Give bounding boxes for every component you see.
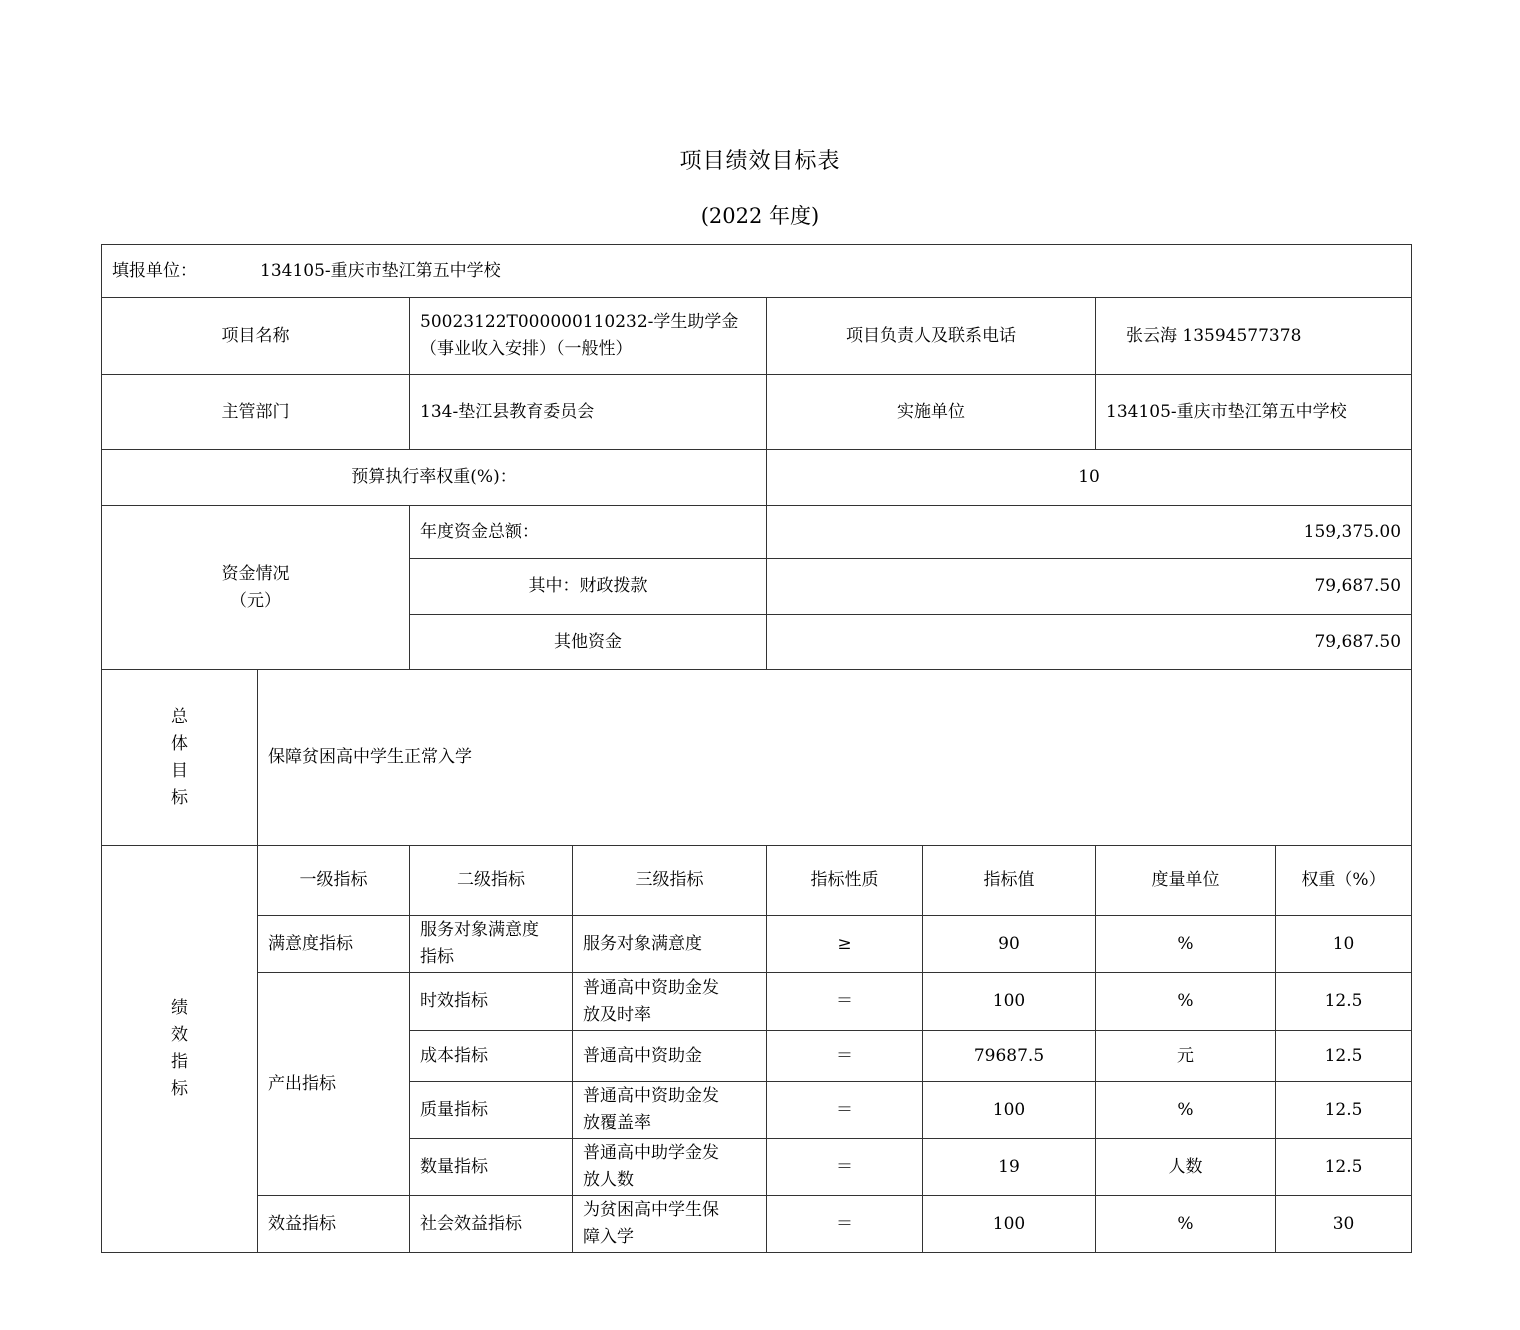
funds-label	[102, 506, 410, 670]
goal-row	[102, 670, 1412, 846]
funds-fiscal-label: 其中：财政拨款	[410, 559, 767, 615]
perf-label-char: 绩	[171, 998, 188, 1018]
level1-cell: 效益指标	[258, 1196, 410, 1253]
level3-cell	[573, 1196, 767, 1253]
unit-cell: %	[1096, 973, 1276, 1031]
unit-label: 填报单位：	[112, 260, 197, 281]
weight-cell: 10	[1276, 916, 1412, 973]
goal-label-char: 标	[171, 787, 188, 808]
level2-cell: 成本指标	[410, 1031, 573, 1082]
dept-label: 主管部门	[102, 375, 410, 450]
funds-other-label: 其他资金	[410, 615, 767, 670]
impl-unit-label: 实施单位	[767, 375, 1096, 450]
budget-rate-label: 预算执行率权重(%)：	[102, 450, 767, 506]
level2-line1: 服务对象满意度	[420, 920, 539, 940]
funds-label-line2: （元）	[230, 590, 281, 611]
unit-cell: %	[1096, 916, 1276, 973]
budget-rate-row	[102, 450, 1412, 506]
value-cell: 100	[923, 1196, 1096, 1253]
project-name-value	[410, 298, 767, 375]
level1-cell: 满意度指标	[258, 916, 410, 973]
table-row	[102, 1196, 1412, 1253]
goal-label	[102, 670, 258, 846]
goal-label-char: 目	[171, 760, 188, 781]
level3-line2: 放人数	[583, 1170, 634, 1190]
level3-line1: 普通高中助学金发	[583, 1143, 719, 1163]
goal-label-char: 总	[171, 706, 188, 727]
perf-label-char: 标	[171, 1079, 188, 1099]
header-unit: 度量单位	[1096, 846, 1276, 916]
unit-cell	[102, 245, 1412, 298]
unit-cell: 人数	[1096, 1139, 1276, 1196]
weight-cell: 12.5	[1276, 1082, 1412, 1139]
level2-cell: 质量指标	[410, 1082, 573, 1139]
funds-total-row	[102, 506, 1412, 559]
nature-cell: ＝	[767, 1082, 923, 1139]
funds-other-value: 79,687.50	[767, 615, 1412, 670]
header-nature: 指标性质	[767, 846, 923, 916]
value-cell: 100	[923, 973, 1096, 1031]
nature-cell: ＝	[767, 1196, 923, 1253]
unit-cell: %	[1096, 1196, 1276, 1253]
value-cell: 19	[923, 1139, 1096, 1196]
performance-table	[101, 244, 1412, 1253]
project-name-line1: 50023122T000000110232-学生助学金	[420, 312, 739, 332]
weight-cell: 30	[1276, 1196, 1412, 1253]
level2-cell: 时效指标	[410, 973, 573, 1031]
level3-line1: 普通高中资助金发	[583, 1086, 719, 1106]
level1-cell: 产出指标	[258, 973, 410, 1196]
header-weight: 权重（%）	[1276, 846, 1412, 916]
weight-cell: 12.5	[1276, 973, 1412, 1031]
nature-cell: ≥	[767, 916, 923, 973]
level3-cell: 服务对象满意度	[573, 916, 767, 973]
level3-cell: 普通高中资助金	[573, 1031, 767, 1082]
level3-line2: 放及时率	[583, 1004, 651, 1025]
nature-cell: ＝	[767, 1139, 923, 1196]
value-cell: 79687.5	[923, 1031, 1096, 1082]
funds-total-value: 159,375.00	[767, 506, 1412, 559]
nature-cell: ＝	[767, 973, 923, 1031]
unit-value: 134105-重庆市垫江第五中学校	[260, 260, 501, 281]
funds-label-line1: 资金情况	[221, 563, 290, 584]
level3-cell	[573, 973, 767, 1031]
weight-cell: 12.5	[1276, 1139, 1412, 1196]
table-row	[102, 973, 1412, 1031]
table-row	[102, 916, 1412, 973]
level3-cell	[573, 1139, 767, 1196]
goal-label-char: 体	[171, 733, 188, 754]
perf-label-char: 指	[171, 1052, 188, 1072]
nature-cell: ＝	[767, 1031, 923, 1082]
impl-unit-value: 134105-重庆市垫江第五中学校	[1096, 375, 1412, 450]
level2-cell: 数量指标	[410, 1139, 573, 1196]
level2-line2: 指标	[420, 947, 454, 967]
dept-value: 134-垫江县教育委员会	[410, 375, 767, 450]
goal-value: 保障贫困高中学生正常入学	[258, 670, 1412, 846]
perf-header-row	[102, 846, 1412, 916]
header-level3: 三级指标	[573, 846, 767, 916]
unit-cell: %	[1096, 1082, 1276, 1139]
perf-label-char: 效	[171, 1025, 188, 1045]
page-title: 项目绩效目标表	[679, 149, 841, 174]
level3-line1: 为贫困高中学生保	[583, 1200, 719, 1220]
value-cell: 90	[923, 916, 1096, 973]
unit-row	[102, 245, 1412, 298]
value-cell: 100	[923, 1082, 1096, 1139]
perf-label	[102, 846, 258, 1253]
unit-cell: 元	[1096, 1031, 1276, 1082]
project-manager-value: 张云海 13594577378	[1096, 298, 1412, 375]
header-value: 指标值	[923, 846, 1096, 916]
funds-fiscal-value: 79,687.50	[767, 559, 1412, 615]
funds-total-label: 年度资金总额：	[410, 506, 767, 559]
header-level1: 一级指标	[258, 846, 410, 916]
dept-row	[102, 375, 1412, 450]
weight-cell: 12.5	[1276, 1031, 1412, 1082]
level3-line2: 放覆盖率	[583, 1113, 651, 1133]
project-name-line2: （事业收入安排）（一般性）	[420, 339, 633, 359]
budget-rate-value: 10	[767, 450, 1412, 506]
page-subtitle: (2022 年度)	[700, 204, 820, 228]
header-level2: 二级指标	[410, 846, 573, 916]
project-manager-label: 项目负责人及联系电话	[767, 298, 1096, 375]
level2-cell: 社会效益指标	[410, 1196, 573, 1253]
level3-line1: 普通高中资助金发	[583, 977, 719, 998]
level3-line2: 障入学	[583, 1227, 634, 1247]
level3-cell	[573, 1082, 767, 1139]
level2-cell	[410, 916, 573, 973]
project-row	[102, 298, 1412, 375]
project-name-label: 项目名称	[102, 298, 410, 375]
